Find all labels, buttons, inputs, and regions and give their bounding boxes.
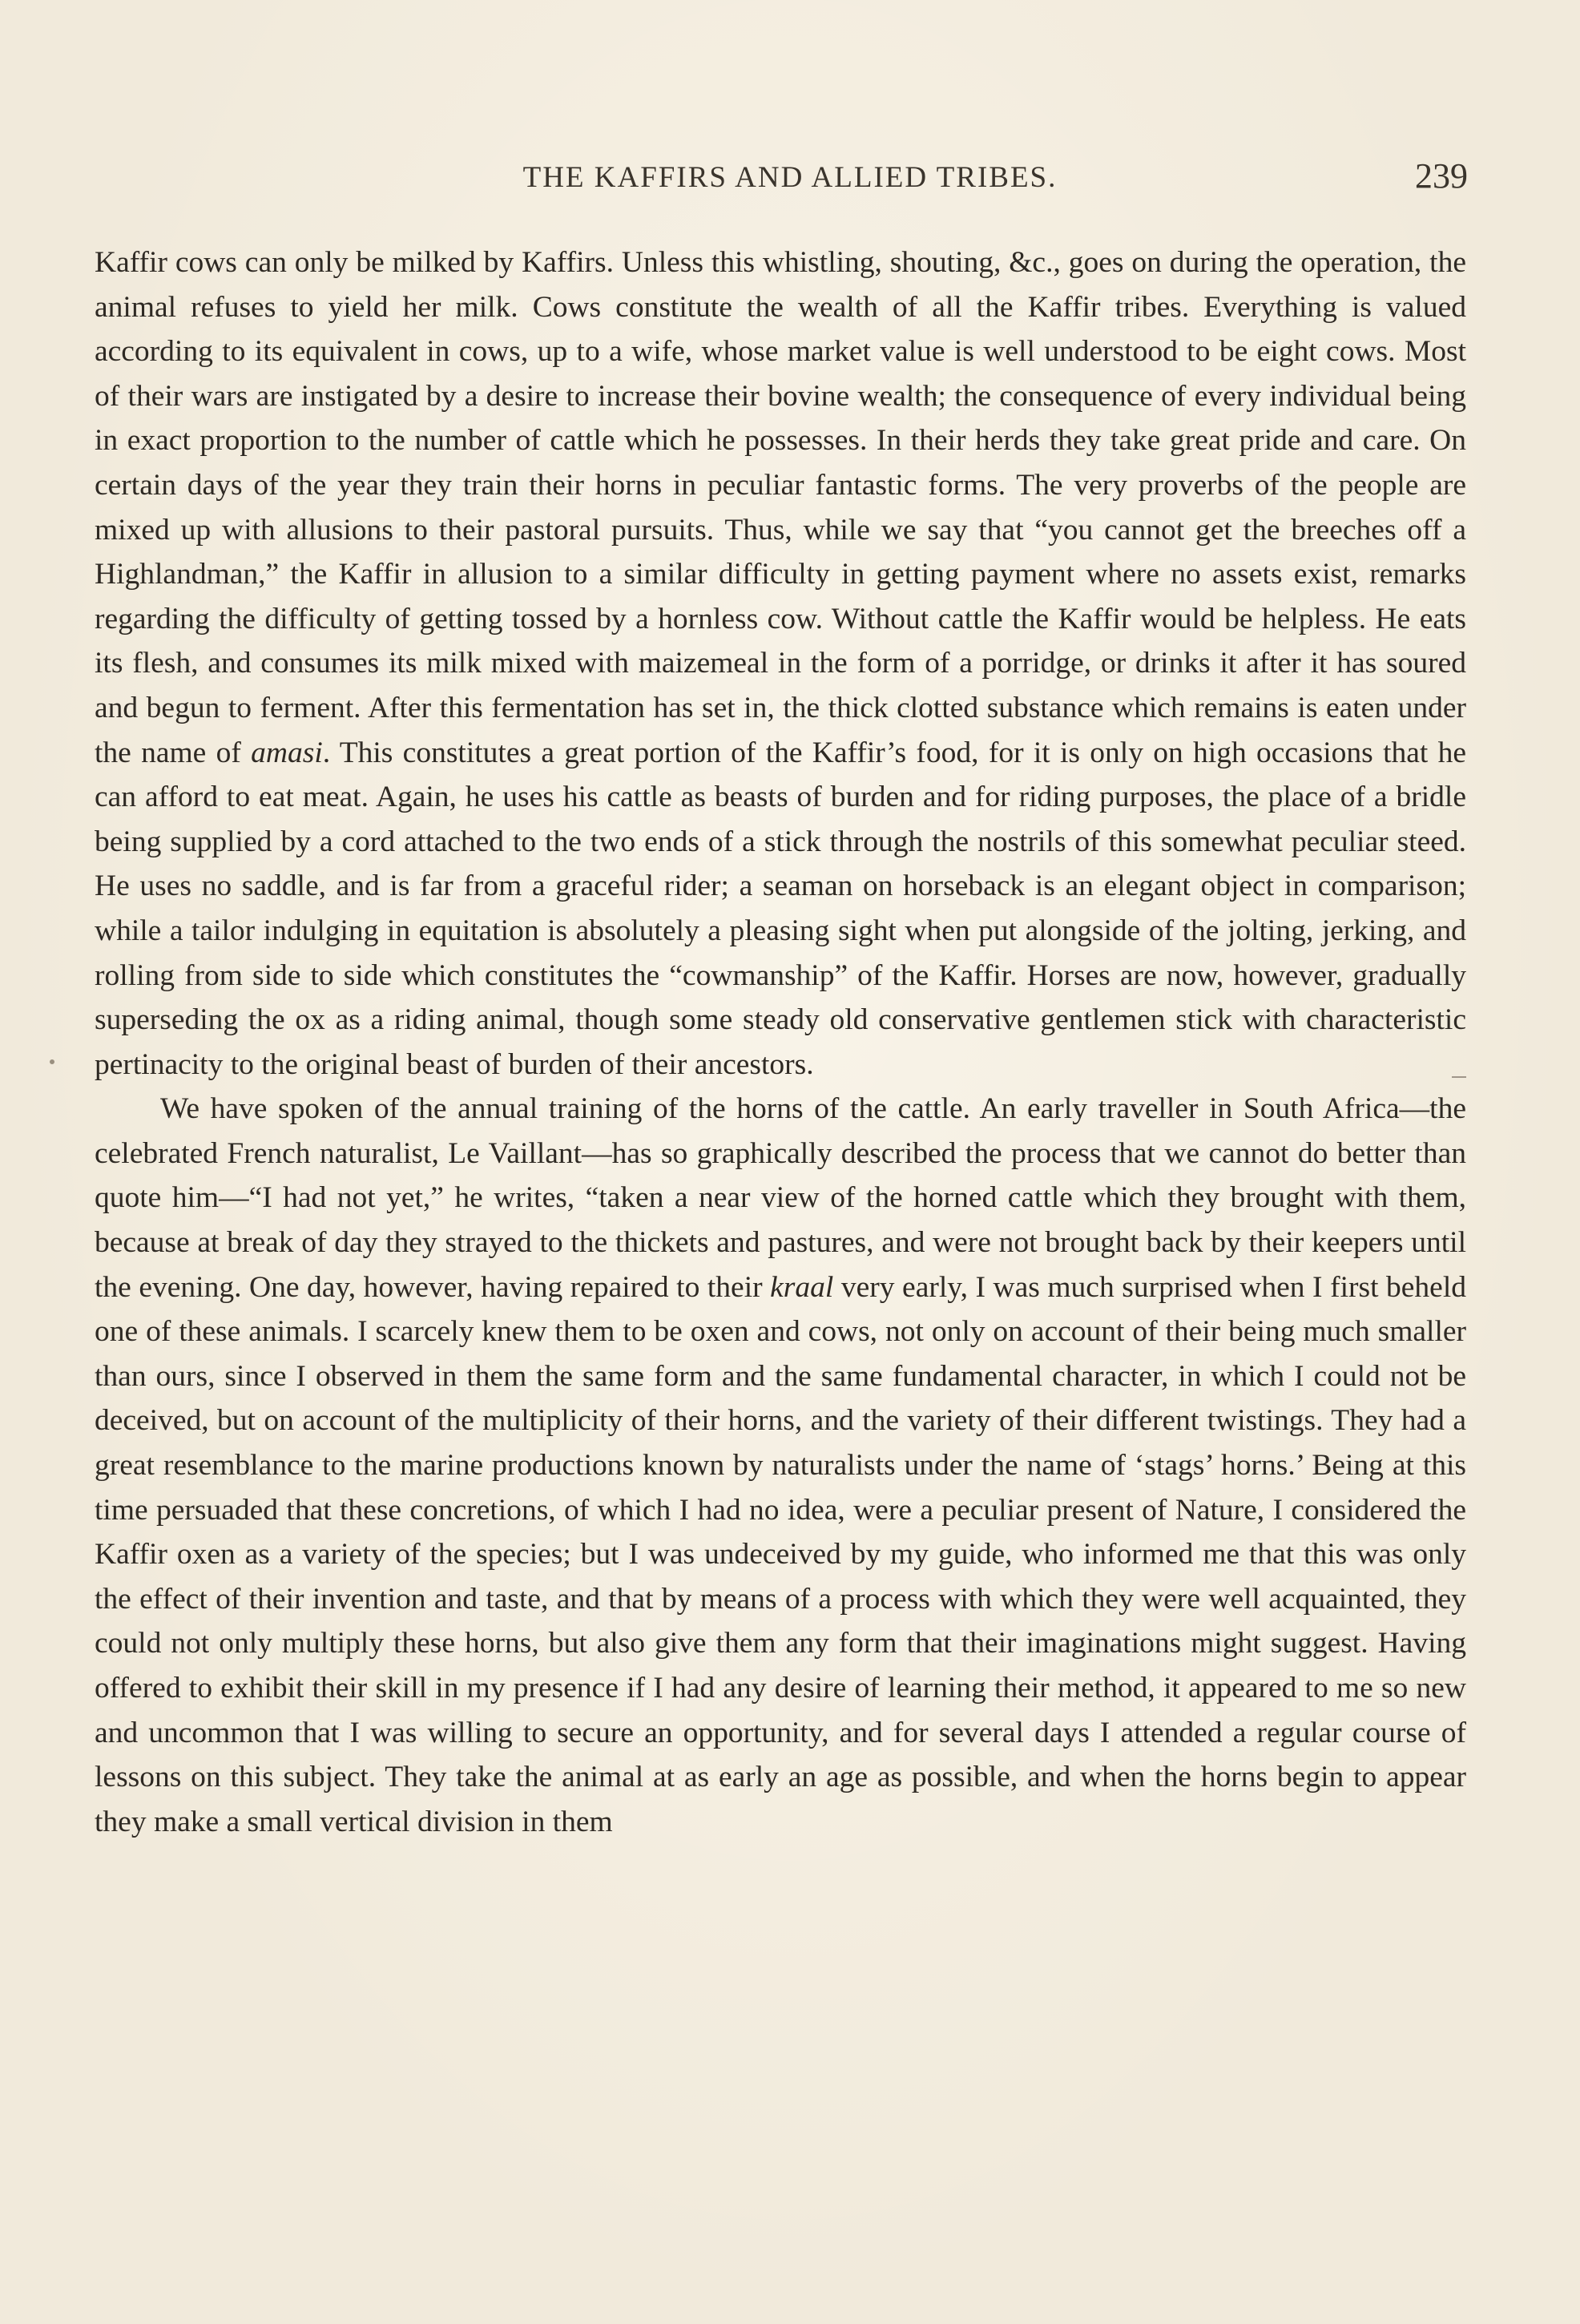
text-segment: Kaffir cows can only be milked by Kaffirs. Unless this whistling, shouting, &c., goes on during the operation, the animal refuses to yield her milk. Cows constitute the wealth of all the Kaffir tribes. Everything is valued according to its equivalent in cows, up to a wife, whose market value is well understood to be eight cows. Most of their wars are instigated by a desire to increase their bovine wealth; the consequence of every individual being in exact proportion to the number of cattle which he possesses. In their herds they take great pride and care. On certain days of the year they train their horns in peculiar fantastic forms. The very proverbs of the people are mixed up with allusions to their pastoral pursuits. Thus, while we say that “you cannot get the breeches off a Highlandman,” the Kaffir in allusion to a similar difficulty in getting payment where no assets exist, remarks regarding the difficulty of getting tossed by a hornless cow. Without cattle the Kaffir would be helpless. He eats its flesh, and consumes its milk mixed with maizemeal in the form of a porridge, or drinks it after it has soured and begun to ferment. After this fermentation has set in, the thick clotted substance which remains is eaten under the name of (95, 246, 1466, 769)
margin-mark (1452, 1076, 1466, 1078)
page-number: 239 (1415, 156, 1468, 196)
paragraph-cattle-wealth (95, 240, 1466, 1087)
running-title: THE KAFFIRS AND ALLIED TRIBES. (522, 161, 1058, 194)
running-head (0, 156, 1580, 208)
paragraph-horn-training (95, 1087, 1466, 1844)
italic-term-amasi: amasi (251, 736, 323, 769)
margin-speck (50, 1059, 54, 1064)
text-segment: We have spoken of the annual training of the horns of the cattle. An early traveller in South Africa—the celebrated French naturalist, Le Vaillant—has so graphically described the process that we cannot do better than quote him—“I had not yet,” he writes, “taken a near view of the horned cattle which they brought with them, because at break of day they strayed to the thickets and pastures, and were not brought back by their keepers until the evening. One day, however, having repaired to their (95, 1092, 1466, 1304)
body-text (95, 240, 1466, 1844)
italic-term-kraal: kraal (770, 1270, 834, 1304)
text-segment: very early, I was much surprised when I first beheld one of these animals. I scarcely knew them to be oxen and cows, not only on account of their being much smaller than ours, since I observed in them the same form and the same fundamental character, in which I could not be deceived, but on account of the multiplicity of their horns, and the variety of their different twistings. They had a great resemblance to the marine productions known by naturalists under the name of ‘stags’ horns.’ Being at this time persuaded that these concretions, of which I had no idea, were a peculiar present of Nature, I considered the Kaffir oxen as a variety of the species; but I was undeceived by my guide, who informed me that this was only the effect of their invention and taste, and that by means of a process with which they were well acquainted, they could not only multiply these horns, but also give them any form that their imaginations might suggest. Having offered to exhibit their skill in my presence if I had any desire of learning their method, it appeared to me so new and uncommon that I was willing to secure an opportunity, and for several days I attended a regular course of lessons on this subject. They take the animal at as early an age as possible, and when the horns begin to appear they make a small vertical division in them (95, 1270, 1466, 1838)
text-segment: . This constitutes a great portion of the Kaffir’s food, for it is only on high occasions that he can afford to eat meat. Again, he uses his cattle as beasts of burden and for riding purposes, the place of a bridle being supplied by a cord attached to the two ends of a stick through the nostrils of this somewhat peculiar steed. He uses no saddle, and is far from a graceful rider; a seaman on horseback is an elegant object in comparison; while a tailor indulging in equitation is absolutely a pleasing sight when put alongside of the jolting, jerking, and rolling from side to side which constitutes the “cowmanship” of the Kaffir. Horses are now, however, gradually superseding the ox as a riding animal, though some steady old conservative gentlemen stick with characteristic pertinacity to the original beast of burden of their ancestors. (95, 736, 1466, 1081)
